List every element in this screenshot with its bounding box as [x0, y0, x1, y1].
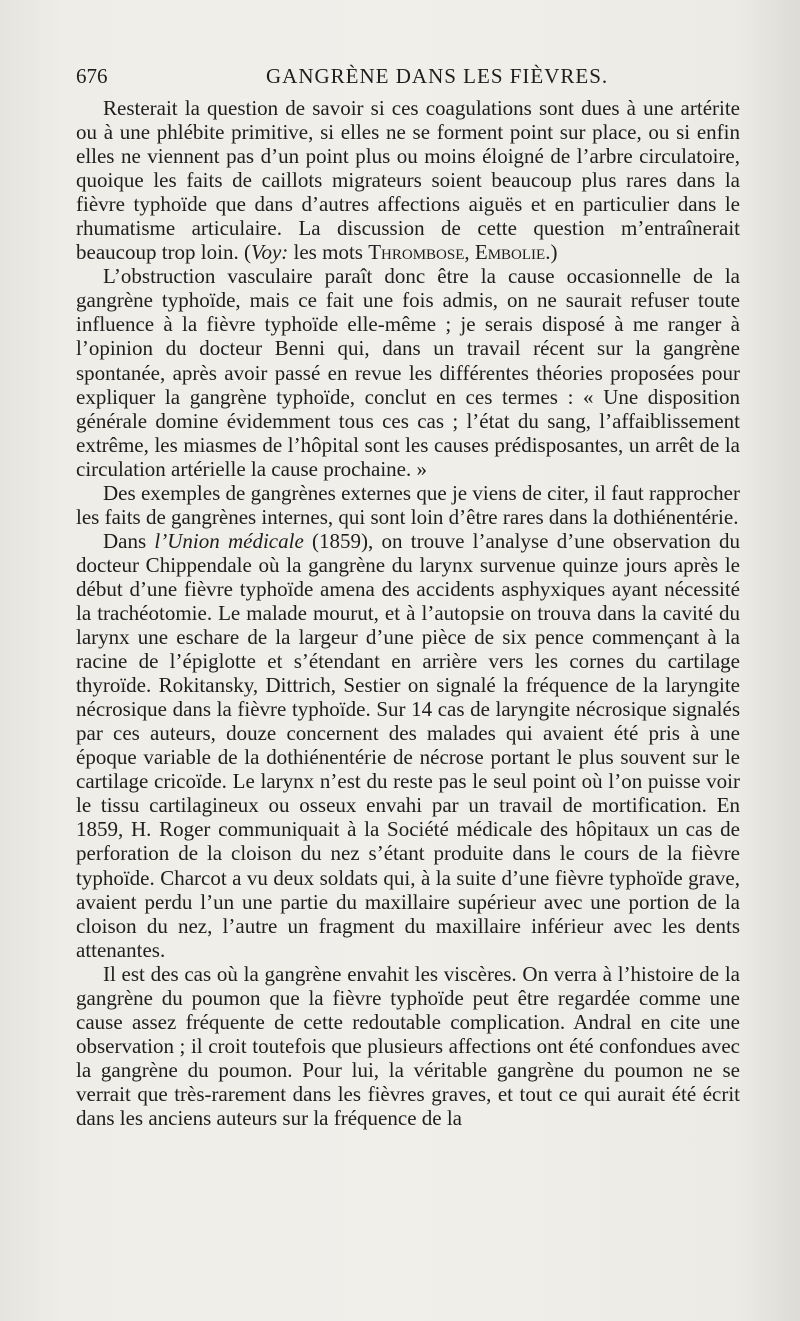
- paragraph-3: Des exemples de gangrènes externes que je viens de citer, il faut rapprocher les faits de gangrènes internes, qui sont loin d’être rares dans la dothiénentérie.: [76, 480, 740, 529]
- running-title: GANGRÈNE DANS LES FIÈVRES.: [266, 64, 609, 88]
- paragraph-1: Resterait la question de savoir si ces coagulations sont dues à une artérite ou à une phlébite primitive, si elles ne se forment point sur place, ou si enfin elles ne viennent pas d’un point plus ou moins éloigné de l’arbre circulatoire, quoique les faits de caillots migrateurs soient beaucoup plus rares dans la fièvre typhoïde que dans d’autres affections aiguës et en particulier dans le rhumatisme articulaire. La discussion de cette question m’entraînerait beaucoup trop loin. (Voy: les mots Thrombose, Embolie.): [76, 96, 740, 265]
- voy-abbreviation: Voy:: [250, 240, 289, 265]
- paragraph-2: L’obstruction vasculaire paraît donc être la cause occasionnelle de la gangrène typhoïde, mais ce fait une fois admis, on ne saurait refuser toute influence à la fièvre typhoïde elle-même ; je serais disposé à me ranger à l’opinion du docteur Benni qui, dans un travail récent sur la gangrène spontanée, après avoir passé en revue les différentes théories proposées pour expliquer la gangrène typhoïde, conclut en ces termes : « Une disposition générale domine évidemment tous ces cas ; l’état du sang, l’affaiblissement extrême, les miasmes de l’hôpital sont les causes prédisposantes, un arrêt de la circulation artérielle la cause prochaine. »: [76, 264, 740, 481]
- page-body: [76, 96, 740, 1130]
- paragraph-5: Il est des cas où la gangrène envahit les viscères. On verra à l’histoire de la gangrène du poumon que la fièvre typhoïde peut être regardée comme une cause assez fréquente de cette redoutable complication. Andral en cite une observation ; il croit toutefois que plusieurs affections ont été confondues avec la gangrène du poumon. Pour lui, la véritable gangrène du poumon ne se verrait que très-rarement dans les fièvres graves, et tout ce qui aurait été écrit dans les anciens auteurs sur la fréquence de la: [76, 961, 740, 1130]
- page-number: 676: [76, 64, 108, 88]
- running-header: [76, 62, 738, 92]
- paragraph-4: Dans l’Union médicale (1859), on trouve l’analyse d’une observation du docteur Chippendale où la gangrène du larynx survenue quinze jours après le début d’une fièvre typhoïde amena des accidents asphyxiques ayant nécessité la trachéotomie. Le malade mourut, et à l’autopsie on trouva dans la cavité du larynx une eschare de la largeur d’une pièce de six pence commençant à la racine de l’épiglotte et s’étendant en arrière vers les cornes du cartilage thyroïde. Rokitansky, Dittrich, Sestier on signalé la fréquence de la laryngite nécrosique dans la fièvre typhoïde. Sur 14 cas de laryngite nécrosique signalés par ces auteurs, douze concernent des malades qui avaient été pris à une époque variable de la dothiénentérie de nécrose portant le plus souvent sur le cartilage cricoïde. Le larynx n’est du reste pas le seul point où l’on puisse voir le tissu cartilagineux ou osseux envahi par un travail de mortification. En 1859, H. Roger communiquait à la Société médicale des hôpitaux un cas de perforation de la cloison du nez s’étant produite dans le cours de la fièvre typhoïde. Charcot a vu deux soldats qui, à la suite d’une fièvre typhoïde grave, avaient perdu l’un une partie du maxillaire supérieur avec une portion de la cloison du nez, l’autre un fragment du maxillaire inférieur avec les dents attenantes.: [76, 528, 740, 962]
- cross-reference-thrombose: Thrombose: [368, 240, 465, 265]
- journal-title: l’Union médicale: [154, 528, 304, 553]
- cross-reference-embolie: Embolie: [474, 240, 546, 265]
